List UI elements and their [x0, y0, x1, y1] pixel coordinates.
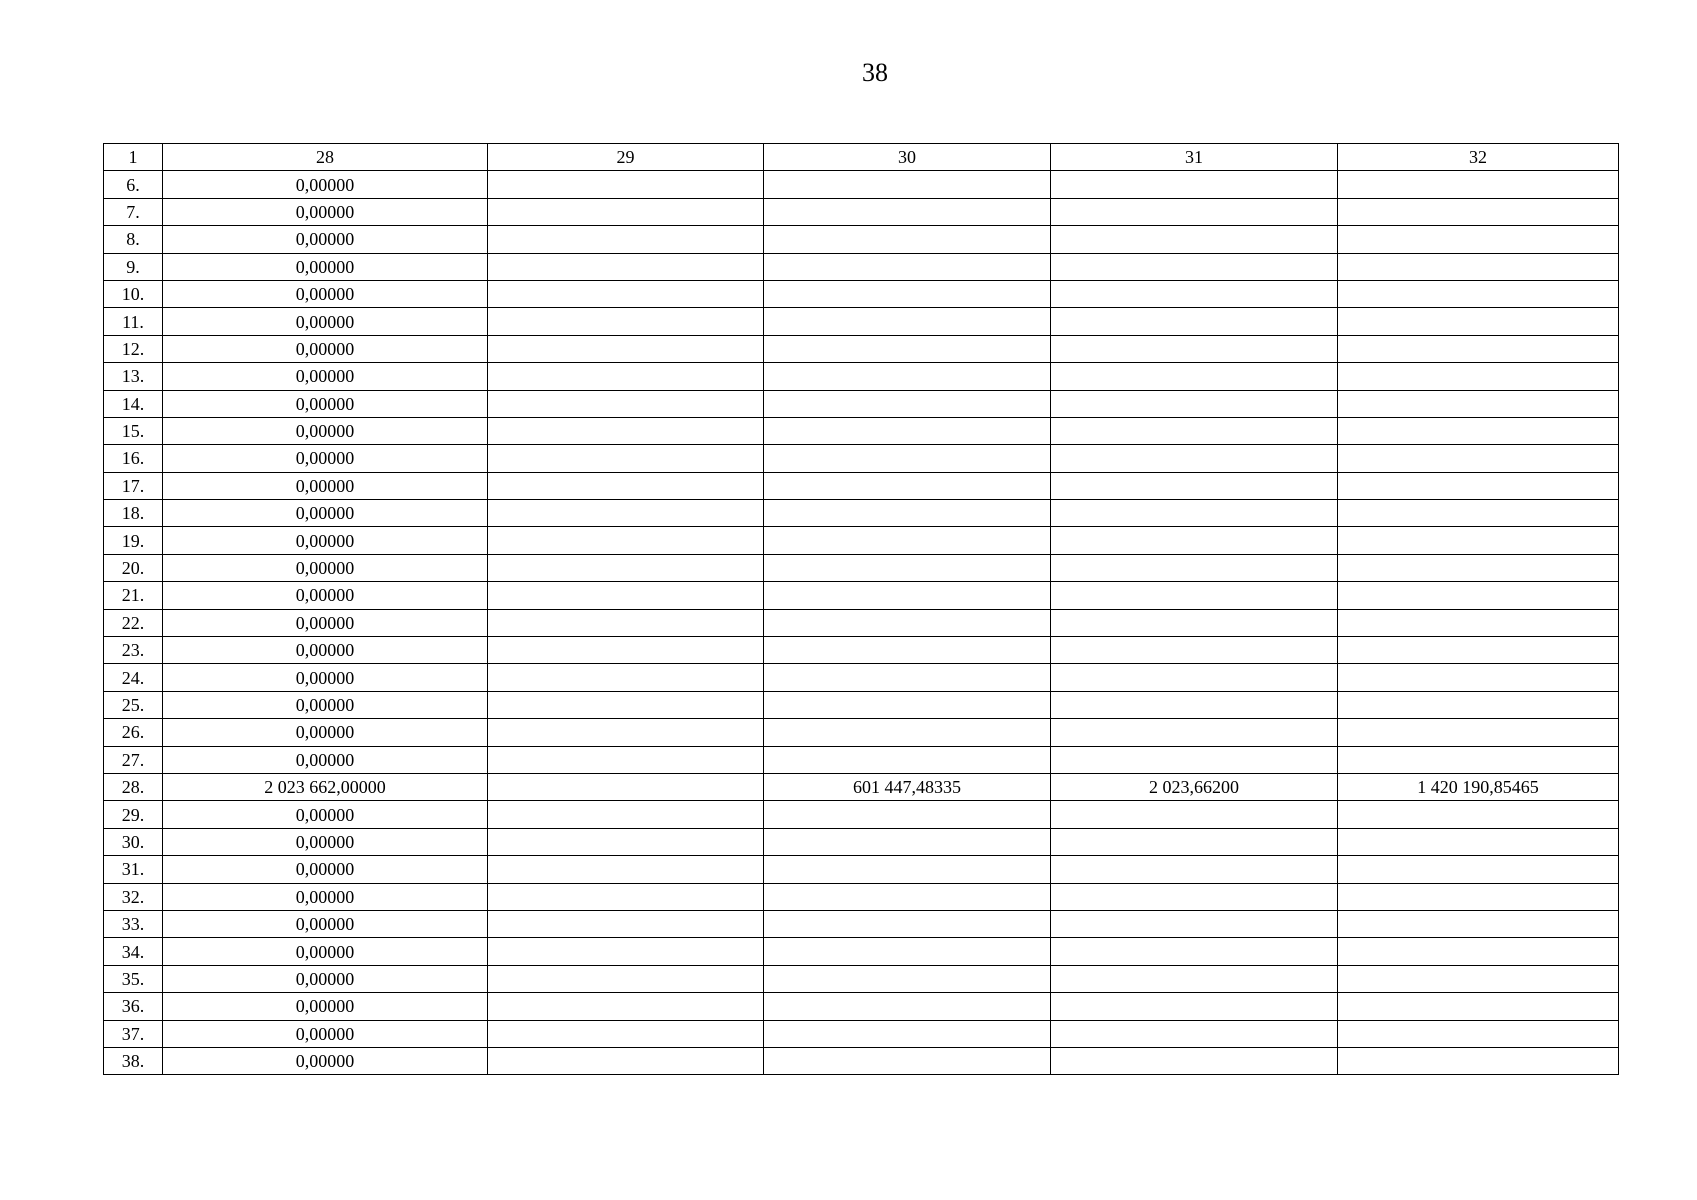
table-cell: 0,00000	[163, 1047, 488, 1074]
table-row	[104, 691, 1619, 718]
table-cell	[488, 472, 764, 499]
table-cell	[764, 390, 1051, 417]
table-cell	[1338, 554, 1619, 581]
table-cell	[764, 719, 1051, 746]
table-cell	[1051, 390, 1338, 417]
page-number: 38	[862, 58, 888, 87]
table-cell	[1051, 527, 1338, 554]
table-cell: 0,00000	[163, 910, 488, 937]
table-cell	[1051, 1047, 1338, 1074]
row-number-cell: 15.	[104, 417, 163, 444]
table-cell: 0,00000	[163, 993, 488, 1020]
table-cell	[1338, 609, 1619, 636]
table-cell	[488, 856, 764, 883]
table-cell	[764, 253, 1051, 280]
table-cell	[1051, 554, 1338, 581]
table-row	[104, 637, 1619, 664]
table-cell	[1338, 198, 1619, 225]
table-cell	[1051, 308, 1338, 335]
table-cell	[764, 1047, 1051, 1074]
table-row	[104, 938, 1619, 965]
table-cell	[488, 253, 764, 280]
table-cell	[488, 910, 764, 937]
table-cell	[488, 773, 764, 800]
table-row	[104, 527, 1619, 554]
row-number-cell: 38.	[104, 1047, 163, 1074]
table-cell	[764, 883, 1051, 910]
table-cell: 0,00000	[163, 828, 488, 855]
table-cell	[1338, 856, 1619, 883]
table-cell	[764, 500, 1051, 527]
table-cell	[764, 472, 1051, 499]
table-cell	[1338, 883, 1619, 910]
table-cell	[1051, 198, 1338, 225]
table-cell: 2 023,66200	[1051, 773, 1338, 800]
table-row	[104, 253, 1619, 280]
table-cell	[488, 417, 764, 444]
table-cell: 2 023 662,00000	[163, 773, 488, 800]
table-cell	[1338, 691, 1619, 718]
table-cell: 0,00000	[163, 801, 488, 828]
table-cell: 0,00000	[163, 1020, 488, 1047]
table-cell	[1051, 472, 1338, 499]
row-number-cell: 23.	[104, 637, 163, 664]
table-cell	[1051, 664, 1338, 691]
table-row	[104, 856, 1619, 883]
table-cell	[488, 801, 764, 828]
table-cell	[764, 417, 1051, 444]
table-row	[104, 390, 1619, 417]
table-cell: 0,00000	[163, 226, 488, 253]
table-cell	[488, 308, 764, 335]
table-row	[104, 664, 1619, 691]
row-number-cell: 13.	[104, 363, 163, 390]
table-cell	[1338, 664, 1619, 691]
header-cell: 31	[1051, 144, 1338, 171]
table-cell	[1338, 993, 1619, 1020]
table-cell	[1338, 500, 1619, 527]
table-cell	[1051, 691, 1338, 718]
table-cell	[764, 582, 1051, 609]
row-number-cell: 18.	[104, 500, 163, 527]
table-row	[104, 1020, 1619, 1047]
table-cell	[1338, 363, 1619, 390]
table-cell	[764, 609, 1051, 636]
table-cell	[1051, 746, 1338, 773]
table-cell	[488, 1020, 764, 1047]
row-number-cell: 35.	[104, 965, 163, 992]
row-number-cell: 24.	[104, 664, 163, 691]
table-row	[104, 801, 1619, 828]
table-cell	[764, 828, 1051, 855]
table-cell	[488, 938, 764, 965]
table-cell	[764, 280, 1051, 307]
table-cell	[1051, 637, 1338, 664]
table-cell	[488, 445, 764, 472]
table-cell	[1338, 719, 1619, 746]
table-cell	[488, 637, 764, 664]
data-table	[103, 143, 1619, 1075]
table-cell	[764, 445, 1051, 472]
table-cell: 0,00000	[163, 637, 488, 664]
table-cell	[1051, 883, 1338, 910]
table-cell: 0,00000	[163, 691, 488, 718]
table-row	[104, 910, 1619, 937]
table-cell	[1338, 637, 1619, 664]
table-cell	[764, 664, 1051, 691]
row-number-cell: 30.	[104, 828, 163, 855]
table-row	[104, 171, 1619, 198]
table-cell	[1051, 280, 1338, 307]
table-cell	[488, 226, 764, 253]
table-cell	[764, 171, 1051, 198]
table-cell: 0,00000	[163, 390, 488, 417]
table-row	[104, 472, 1619, 499]
table-cell: 0,00000	[163, 746, 488, 773]
table-row	[104, 554, 1619, 581]
table-cell: 0,00000	[163, 664, 488, 691]
table-row	[104, 198, 1619, 225]
table-cell	[764, 226, 1051, 253]
table-cell	[488, 883, 764, 910]
row-number-cell: 7.	[104, 198, 163, 225]
table-cell	[488, 280, 764, 307]
row-number-cell: 28.	[104, 773, 163, 800]
table-cell	[488, 828, 764, 855]
header-cell: 28	[163, 144, 488, 171]
row-number-cell: 33.	[104, 910, 163, 937]
row-number-cell: 25.	[104, 691, 163, 718]
table-cell	[488, 1047, 764, 1074]
row-number-cell: 17.	[104, 472, 163, 499]
header-cell: 32	[1338, 144, 1619, 171]
table-cell	[488, 363, 764, 390]
table-cell	[764, 527, 1051, 554]
table-cell	[1338, 280, 1619, 307]
table-cell	[1338, 527, 1619, 554]
table-cell	[1051, 445, 1338, 472]
table-cell: 0,00000	[163, 280, 488, 307]
table-cell	[488, 390, 764, 417]
table-cell	[1338, 746, 1619, 773]
table-cell: 0,00000	[163, 472, 488, 499]
row-number-cell: 20.	[104, 554, 163, 581]
table-cell	[1051, 938, 1338, 965]
table-cell	[1051, 582, 1338, 609]
table-cell	[764, 1020, 1051, 1047]
table-cell	[764, 308, 1051, 335]
table-header-row	[104, 144, 1619, 171]
table-row	[104, 828, 1619, 855]
table-cell	[764, 910, 1051, 937]
table-cell	[488, 965, 764, 992]
table-row	[104, 746, 1619, 773]
table-cell	[1051, 910, 1338, 937]
table-cell: 0,00000	[163, 883, 488, 910]
table-cell: 0,00000	[163, 308, 488, 335]
row-number-cell: 6.	[104, 171, 163, 198]
table-cell	[1051, 993, 1338, 1020]
row-number-cell: 37.	[104, 1020, 163, 1047]
table-cell	[764, 856, 1051, 883]
table-cell	[764, 965, 1051, 992]
table-cell	[488, 719, 764, 746]
row-number-cell: 26.	[104, 719, 163, 746]
table-row	[104, 445, 1619, 472]
table-cell	[1338, 472, 1619, 499]
table-cell: 601 447,48335	[764, 773, 1051, 800]
table-cell	[488, 664, 764, 691]
table-row	[104, 363, 1619, 390]
row-number-cell: 31.	[104, 856, 163, 883]
row-number-cell: 16.	[104, 445, 163, 472]
table-cell	[1051, 609, 1338, 636]
row-number-cell: 32.	[104, 883, 163, 910]
table-cell	[1051, 363, 1338, 390]
table-cell	[764, 198, 1051, 225]
table-cell	[488, 527, 764, 554]
table-cell	[1338, 335, 1619, 362]
table-cell: 0,00000	[163, 363, 488, 390]
table-cell: 0,00000	[163, 554, 488, 581]
table-cell	[1338, 253, 1619, 280]
table-row	[104, 500, 1619, 527]
table-cell: 0,00000	[163, 965, 488, 992]
table-cell	[1051, 801, 1338, 828]
table-row	[104, 993, 1619, 1020]
table-cell	[1051, 171, 1338, 198]
table-cell	[764, 938, 1051, 965]
header-cell: 1	[104, 144, 163, 171]
row-number-cell: 22.	[104, 609, 163, 636]
row-number-cell: 36.	[104, 993, 163, 1020]
table-cell	[488, 554, 764, 581]
table-cell	[1051, 965, 1338, 992]
row-number-cell: 29.	[104, 801, 163, 828]
table-row	[104, 417, 1619, 444]
table-cell	[1051, 417, 1338, 444]
table-cell	[1338, 965, 1619, 992]
table-cell	[1051, 253, 1338, 280]
table-cell	[1051, 828, 1338, 855]
table-cell	[1338, 417, 1619, 444]
header-cell: 30	[764, 144, 1051, 171]
table-cell	[488, 500, 764, 527]
row-number-cell: 12.	[104, 335, 163, 362]
row-number-cell: 34.	[104, 938, 163, 965]
table-row	[104, 719, 1619, 746]
table-cell	[764, 691, 1051, 718]
row-number-cell: 19.	[104, 527, 163, 554]
row-number-cell: 21.	[104, 582, 163, 609]
table-cell	[1051, 226, 1338, 253]
row-number-cell: 27.	[104, 746, 163, 773]
table-cell: 0,00000	[163, 417, 488, 444]
table-row	[104, 226, 1619, 253]
table-cell	[1051, 1020, 1338, 1047]
table-cell	[488, 198, 764, 225]
table-cell	[764, 637, 1051, 664]
table-cell	[1338, 910, 1619, 937]
row-number-cell: 8.	[104, 226, 163, 253]
table-cell	[1338, 801, 1619, 828]
table-cell: 0,00000	[163, 856, 488, 883]
row-number-cell: 9.	[104, 253, 163, 280]
table-cell	[764, 746, 1051, 773]
table-cell: 0,00000	[163, 198, 488, 225]
table-cell	[1338, 171, 1619, 198]
row-number-cell: 10.	[104, 280, 163, 307]
table-row	[104, 965, 1619, 992]
table-cell	[1338, 445, 1619, 472]
table-cell: 0,00000	[163, 335, 488, 362]
table-row	[104, 609, 1619, 636]
table-cell	[764, 993, 1051, 1020]
table-cell	[1338, 390, 1619, 417]
row-number-cell: 14.	[104, 390, 163, 417]
table-cell	[1338, 938, 1619, 965]
table-cell: 0,00000	[163, 609, 488, 636]
table-cell	[488, 993, 764, 1020]
table-cell: 0,00000	[163, 253, 488, 280]
table-cell	[488, 335, 764, 362]
table-cell	[488, 582, 764, 609]
table-cell	[1051, 500, 1338, 527]
table-cell: 0,00000	[163, 445, 488, 472]
table-row	[104, 883, 1619, 910]
header-cell: 29	[488, 144, 764, 171]
table-cell: 0,00000	[163, 719, 488, 746]
table-cell	[1051, 335, 1338, 362]
table-cell: 1 420 190,85465	[1338, 773, 1619, 800]
table-cell: 0,00000	[163, 171, 488, 198]
table-cell: 0,00000	[163, 938, 488, 965]
table-cell	[764, 801, 1051, 828]
table-cell	[1338, 308, 1619, 335]
table-row	[104, 308, 1619, 335]
table-cell	[764, 335, 1051, 362]
table-body	[104, 144, 1619, 1075]
table-cell	[488, 691, 764, 718]
table-row	[104, 582, 1619, 609]
table-cell	[488, 609, 764, 636]
table-cell	[1338, 226, 1619, 253]
table-cell: 0,00000	[163, 582, 488, 609]
table-cell	[1338, 1047, 1619, 1074]
row-number-cell: 11.	[104, 308, 163, 335]
table-row	[104, 773, 1619, 800]
table-cell: 0,00000	[163, 527, 488, 554]
table-cell	[764, 554, 1051, 581]
table-cell	[1338, 828, 1619, 855]
table-cell	[488, 171, 764, 198]
table-cell: 0,00000	[163, 500, 488, 527]
table-cell	[1338, 1020, 1619, 1047]
table-cell	[1051, 856, 1338, 883]
table-row	[104, 280, 1619, 307]
table-cell	[1338, 582, 1619, 609]
table-cell	[1051, 719, 1338, 746]
table-cell	[488, 746, 764, 773]
table-row	[104, 1047, 1619, 1074]
table-cell	[764, 363, 1051, 390]
table-row	[104, 335, 1619, 362]
